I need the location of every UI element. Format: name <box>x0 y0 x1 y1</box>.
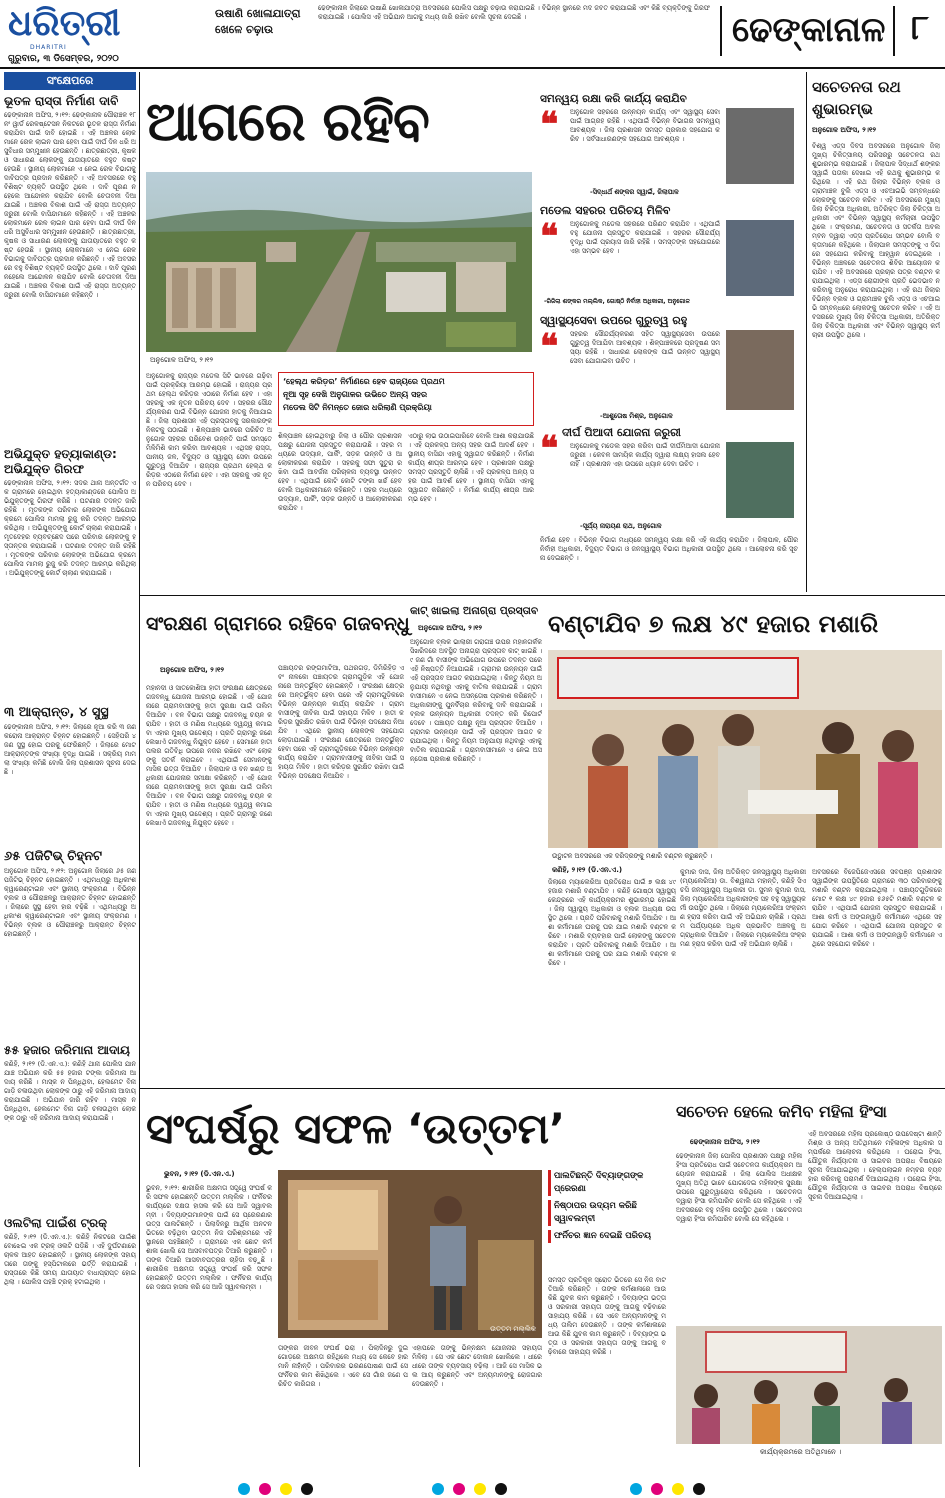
registration-marks <box>238 1480 317 1498</box>
brief-label: ସଂକ୍ଷେପରେ <box>4 72 136 90</box>
registration-marks <box>630 1480 709 1498</box>
teaser-box: ଉଷାଣି ଖୋଳାଯାତ୍ରା ଖେଳେ ଚଢ଼ାଉ <box>215 7 301 36</box>
lead-body-col2: ଶିଳ୍ପାଞ୍ଚଳ ହୋଇଥିବାରୁ ଜିଲା ଓ ପୌର ପ୍ରଶାସନ ପକ୍ଷରୁ ଯୋଜନା ପ୍ରସ୍ତୁତ କରାଯାଉଛି । ସହର ମଧ୍ୟରେ ଉଦ୍ୟାନ, ପାର୍କିଂ, ସଡ଼କ ଉନ୍ନତି ଓ ଆଲୋକୀକରଣ କରାଯିବ । ସହରକୁ ସଫା ସୁତୁରା ରଖିବା ପାଇଁ ଆବର୍ଜନା ପରିଚାଳନା ବ୍ୟବସ୍ଥା ଉନ୍ନତ ହେବ । ଏଥିପାଇଁ କୋଟି କୋଟି ଟଙ୍କା ଖର୍ଚ୍ଚ ହେବ ବୋଲି ଅଧିକାରୀମାନେ କହିଛନ୍ତି । ସହର ମଧ୍ୟରେ ଉଦ୍ୟାନ, ପାର୍କିଂ, ସଡ଼କ ଉନ୍ନତି ଓ ଆଲୋକୀକରଣ କରାଯିବ । <box>278 432 402 512</box>
quote-body: ଅନୁଗୋଳକୁ ମଡେଲ ସହରରେ ପରିଣତ କରାଯିବ । ଏଥିପାଇଁ ବହୁ ଯୋଜନା ପ୍ରସ୍ତୁତ କରାଯାଇଛି । ସହରର ସୌନ୍ଦର୍ଯ୍ୟ ବୃଦ୍ଧି ପାଇଁ ପ୍ରୟାସ ଜାରି ରହିଛି । ସମସ୍ତଙ୍କ ସହଯୋଗରେ ଏହା ସମ୍ଭବ ହେବ । <box>570 220 720 255</box>
quote-title: ମଡେଲ ସହରର ପରିଚୟ ମିଳିବ <box>540 204 671 217</box>
uttam-photo-caption: ଉତ୍ତମ ମଲ୍ଲିକ <box>490 1325 536 1333</box>
quotes-panel <box>540 92 798 534</box>
uttam-body-col3: ତାଙ୍କର ଜୀବନ ସଂଘର୍ଷ ଭରା । ପିଲାଦିନରୁ ଦୁଇ ଗୋଡ଼ରେ ଅକ୍ଷମତା ରହିଥିଲେ ମଧ୍ୟ ସେ କେବେ ହାର ମାନି ନାହାଁନ୍ତି । ପରିବାରର ଭରଣପୋଷଣ ପାଇଁ ସେ ଫର୍ନିଚର କାମ ଶିଖିଥିଲେ । ଏବେ ସେ ଗାଁର ଜଣେ ପରିଚିତ କାରିଗର । <box>278 1344 408 1388</box>
official-photo <box>726 108 794 184</box>
quote-author: -ଆଶୁତୋଷ ମିଶ୍ର, ଅନୁଗୋଳ <box>600 412 673 420</box>
quote-block <box>540 204 798 312</box>
uttam-body-col1: ଭୁବନ, ୨।୧୨: ଶାରୀରିକ ଅକ୍ଷମତା ସତ୍ତ୍ୱେ ସଂଘର୍ଷ କରି ସଫଳ ହୋଇଛନ୍ତି ଉତ୍ତମ ମଲ୍ଲିକ । ଫର୍ନିଚର କାର୍ଯ୍ୟରେ ଦକ୍ଷତା ହାସଲ କରି ସେ ଆଜି ସ୍ୱାବଲମ୍ବୀ । ଦିବ୍ୟାଙ୍ଗମାନଙ୍କ ପାଇଁ ସେ ପ୍ରେରଣାର ଉତ୍ସ ପାଲଟିଛନ୍ତି । ପିଲାଦିନରୁ ଆର୍ଥିକ ଅନଟନ ଭିତରେ ବଢ଼ିଥିବା ଉତ୍ତମ ନିଜ ପରିଶ୍ରମରେ ଏହି ସ୍ଥାନରେ ପହଞ୍ଚିଛନ୍ତି । ଗ୍ରାମରେ ଏକ ଛୋଟ କର୍ମଶାଳା ଖୋଲି ସେ ଆସବାବପତ୍ର ତିଆରି କରୁଛନ୍ତି । ତାଙ୍କ ତିଆରି ଆସବାବପତ୍ରର ଚାହିଦା ବଢ଼ୁଛି । ଶାରୀରିକ ଅକ୍ଷମତା ସତ୍ତ୍ୱେ ସଂଘର୍ଷ କରି ସଫଳ ହୋଇଛନ୍ତି ଉତ୍ତମ ମଲ୍ଲିକ । ଫର୍ନିଚର କାର୍ଯ୍ୟରେ ଦକ୍ଷତା ହାସଲ କରି ସେ ଆଜି ସ୍ୱାବଲମ୍ବୀ । <box>146 1184 272 1291</box>
black-mark-icon <box>495 1483 507 1495</box>
uttam-point: ନିଷ୍ଠାପର ଉଦ୍ୟମ କରିଛି ସ୍ୱାବଲମ୍ବୀ <box>548 1200 666 1226</box>
uttam-photo <box>278 1170 542 1338</box>
uttam-headline: ସଂଘର୍ଷରୁ ସଫଳ ‘ଉତ୍ତମ’ <box>146 1104 566 1153</box>
lead-point: ‘ହେଲ୍‌ଥ କରିଡ଼ର’ ନିର୍ମାଣରେ ହେବ ରାଜ୍ୟରେ ପ୍ରଥମ <box>283 377 445 386</box>
left-column <box>4 72 136 1467</box>
illegal-dateline: ଅନୁଗୋଳ ଅଫିସ, ୨।୧୨ <box>418 624 482 632</box>
cyan-mark-icon <box>432 1483 444 1495</box>
quote-author: -ସିଦ୍ଧାର୍ଥ ଶଙ୍କର ସ୍ୱାଇଁ, ଜିଲାପାଳ <box>590 188 679 196</box>
quote-mark-icon: ❝ <box>540 105 559 145</box>
quote-body: ସହରର ସୌନ୍ଦର୍ଯ୍ୟକରଣ ସହିତ ସ୍ୱାସ୍ଥ୍ୟସେବା ଉପରେ ଗୁରୁତ୍ୱ ଦିଆଯିବା ଆବଶ୍ୟକ । ଶିଳ୍ପାଞ୍ଚଳରେ ପ୍ରଦୂଷଣ ସମସ୍ୟା ରହିଛି । ସାଧାରଣ ଲୋକଙ୍କ ପାଇଁ ଉନ୍ନତ ସ୍ୱାସ୍ଥ୍ୟସେବା ଯୋଗାଇବା ଉଚିତ । <box>570 330 720 365</box>
official-photo <box>726 220 794 296</box>
quote-body: ଅନୁଗୋଳକୁ ମଡେଲ ସହର କରିବା ପାଇଁ ଦୀର୍ଘମିଆଦୀ ଯୋଜନା ଜରୁରୀ । କେବଳ ସାମୟିକ କାର୍ଯ୍ୟ ଦ୍ୱାରା ଲକ୍ଷ୍ୟ ହାସଲ ହେବ ନାହିଁ । ପ୍ରଶାସନ ଏହା ଉପରେ ଧ୍ୟାନ ଦେବା ଉଚିତ । <box>570 442 720 468</box>
lead-photo <box>146 172 532 352</box>
women-headline: ସଚେତନ ହେଲେ କମିବ ମହିଳା ହିଂସା <box>676 1102 887 1121</box>
official-photo <box>726 330 794 410</box>
brief-body: କଣିହି, ୨।୧୨ (ଡି.ଏନ.ଏ.): କଣିହି ନିକଟରେ ପାଇଁଶ ବୋଝେଇ ଏକ ଟ୍ରକ୍ ଓଲଟି ପଡ଼ିଛି । ଏହି ଦୁର୍ଘଟଣାରେ ଚାଳକ ଆହତ ହୋଇଛନ୍ତି । ସ୍ଥାନୀୟ ଲୋକଙ୍କ ସହାୟତାରେ ତାଙ୍କୁ ହସ୍ପିଟାଲରେ ଭର୍ତ୍ତି କରାଯାଇଛି । ରାସ୍ତାରେ କିଛି ସମୟ ଯାତାୟାତ ବାଧାପ୍ରାପ୍ତ ହୋଇଥିଲା । ପୋଲିସ ପହଞ୍ଚି ଟ୍ରକ୍ ହଟାଇଥିଲା । <box>4 1233 136 1286</box>
brief-body: ଢେଙ୍କାନାଳ ଅଫିସ, ୨।୧୨: ଜିଲାରେ ନୂଆ କରି ୩ ଜଣ କରୋନା ଆକ୍ରାନ୍ତ ଚିହ୍ନଟ ହୋଇଛନ୍ତି । ସେହିପରି ୪ ଜଣ ସୁସ୍ଥ ହୋଇ ଘରକୁ ଫେରିଛନ୍ତି । ଜିଲାରେ ମୋଟ ଆକ୍ରାନ୍ତଙ୍କ ସଂଖ୍ୟା ବୃଦ୍ଧି ପାଇଛି । ସକ୍ରିୟ ମାମଲା ସଂଖ୍ୟା କମିଛି ବୋଲି ଜିଲା ପ୍ରଶାସନ ସୂଚନା ଦେଇଛି । <box>4 723 136 776</box>
net-photo-caption: ଉଦ୍ଘାଟନ ଅବସରରେ ଏକ ଦରିଦ୍ରଙ୍କୁ ମଶାରି ବଣ୍ଟନ କରୁଛନ୍ତି । <box>552 852 713 860</box>
quote-block <box>540 426 798 534</box>
quote-mark-icon: ❝ <box>540 217 559 257</box>
brief-title: ଅଭିଯୁକ୍ତ ହତ୍ୟାକାଣ୍ଡ: ଅଭିଯୁକ୍ତ ଗିରଫ <box>4 447 117 476</box>
elephant-body-col1: ମହାନଦୀ ଓ ସାତକୋଶିଆ ହାତୀ ସଂରକ୍ଷଣ କ୍ଷେତ୍ରରେ ଗଜବନ୍ଧୁ ଯୋଜନା ଆରମ୍ଭ ହୋଇଛି । ଏହି ଯୋଜନାରେ ଗ୍ରାମବାସୀଙ୍କୁ ହାତୀ ସୁରକ୍ଷା ପାଇଁ ତାଲିମ ଦିଆଯିବ । ବନ ବିଭାଗ ପକ୍ଷରୁ ଗଜବନ୍ଧୁ ଚୟନ କରାଯିବ । ହାତୀ ଓ ମଣିଷ ମଧ୍ୟରେ ଦ୍ୱନ୍ଦ୍ୱ କମାଇବା ଏହାର ମୁଖ୍ୟ ଉଦ୍ଦେଶ୍ୟ । ପ୍ରତି ଗ୍ରାମରୁ ଜଣେ ଲେଖାଏଁ ଗଜବନ୍ଧୁ ନିଯୁକ୍ତ ହେବେ । ସେମାନେ ହାତୀ ପଲର ଗତିବିଧି ଉପରେ ନଜର ରଖିବେ ଏବଂ ଲୋକଙ୍କୁ ସତର୍କ କରାଇବେ । ଏଥିପାଇଁ ସେମାନଙ୍କୁ ମାସିକ ଭତ୍ତା ଦିଆଯିବ । ଜିଲାପାଳ ଓ ବନ ଖଣ୍ଡ ଅଧିକାରୀ ଯୋଜନାର ସମୀକ୍ଷା କରିଛନ୍ତି । ଏହି ଯୋଜନାରେ ଗ୍ରାମବାସୀଙ୍କୁ ହାତୀ ସୁରକ୍ଷା ପାଇଁ ତାଲିମ ଦିଆଯିବ । ବନ ବିଭାଗ ପକ୍ଷରୁ ଗଜବନ୍ଧୁ ଚୟନ କରାଯିବ । ହାତୀ ଓ ମଣିଷ ମଧ୍ୟରେ ଦ୍ୱନ୍ଦ୍ୱ କମାଇବା ଏହାର ମୁଖ୍ୟ ଉଦ୍ଦେଶ୍ୟ । ପ୍ରତି ଗ୍ରାମରୁ ଜଣେ ଲେଖାଏଁ ଗଜବନ୍ଧୁ ନିଯୁକ୍ତ ହେବେ । <box>146 684 272 827</box>
cyan-mark-icon <box>238 1483 250 1495</box>
page-number: ୮ <box>911 8 929 48</box>
uttam-workshop-image <box>278 1170 542 1338</box>
right-column-divider <box>806 72 807 592</box>
brief-title: ଓଲଟିଲା ପାଇଁଶ ଟ୍ରକ୍ <box>4 1216 107 1230</box>
quote-block <box>540 92 798 200</box>
yellow-mark-icon <box>280 1483 292 1495</box>
women-body-col1: ଢେଙ୍କାନାଳ ଜିଲା ପୋଲିସ ପ୍ରଶାସନ ପକ୍ଷରୁ ମହିଳା ହିଂସା ପ୍ରତିରୋଧ ପାଇଁ ସଚେତନତା କାର୍ଯ୍ୟକ୍ରମ ଆୟୋଜନ କରାଯାଇଛି । ଜିଲା ପୋଲିସ ଅଧୀକ୍ଷକ ମୁଖ୍ୟ ଅତିଥି ଭାବେ ଯୋଗଦେଇ ମହିଳାଙ୍କ ସୁରକ୍ଷା ଉପରେ ଗୁରୁତ୍ୱାରୋପ କରିଥିଲେ । ସଚେତନତା ଦ୍ୱାରା ହିଂସା କମିପାରିବ ବୋଲି ସେ କହିଥିଲେ । ଏହି ଅବସରରେ ବହୁ ମହିଳା ଉପସ୍ଥିତ ଥିଲେ । ସଚେତନତା ଦ୍ୱାରା ହିଂସା କମିପାରିବ ବୋଲି ସେ କହିଥିଲେ । <box>676 1152 802 1223</box>
section-divider <box>893 6 895 56</box>
logo-text: ଧରିତ୍ରୀ <box>8 3 121 44</box>
illegal-headline: କାଟ୍ ଖାଇଲା ଅନାଗ୍ରା ପ୍ରସ୍ତାବ <box>410 605 539 617</box>
brief-body: ଢେଙ୍କାନାଳ ଅଫିସ, ୨।୧୨: ଢେଙ୍କାନାଳ ପୌରାଞ୍ଚଳ ୧୮ ନଂ ୱାର୍ଡ ରେଳଷ୍ଟେସନ ନିକଟରେ ଭୂତଳ ରାସ୍ତା ନିର୍ମାଣ କରାଯିବା ପାଇଁ ଦାବି ହୋଇଛି । ଏହି ଅଞ୍ଚଳର ଲୋକମାନେ ରେଳ ଲାଇନ ପାର ହେବା ପାଇଁ ଦୀର୍ଘ ଦିନ ଧରି ଅସୁବିଧାର ସମ୍ମୁଖୀନ ହେଉଛନ୍ତି । ଛାତ୍ରଛାତ୍ରୀ, କୃଷକ ଓ ସାଧାରଣ ଲୋକଙ୍କୁ ଯାତାୟାତରେ ବହୁତ କଷ୍ଟ ହେଉଛି । ସ୍ଥାନୀୟ ଲୋକମାନେ ଏ ନେଇ ରେଳ ବିଭାଗକୁ ଦାବିପତ୍ର ପ୍ରଦାନ କରିଛନ୍ତି । ଏହି ଅବସରରେ ବହୁ ବିଶିଷ୍ଟ ବ୍ୟକ୍ତି ଉପସ୍ଥିତ ଥିଲେ । ଦାବି ପୂରଣ ନହେଲେ ଆନ୍ଦୋଳନ କରାଯିବ ବୋଲି ଚେତାବନୀ ଦିଆଯାଇଛି । ଅଞ୍ଚଳର ବିକାଶ ପାଇଁ ଏହି ରାସ୍ତା ଅତ୍ୟନ୍ତ ଜରୁରୀ ବୋଲି ବାସିନ୍ଦାମାନେ କହିଛନ୍ତି । ଏହି ଅଞ୍ଚଳର ଲୋକମାନେ ରେଳ ଲାଇନ ପାର ହେବା ପାଇଁ ଦୀର୍ଘ ଦିନ ଧରି ଅସୁବିଧାର ସମ୍ମୁଖୀନ ହେଉଛନ୍ତି । ଛାତ୍ରଛାତ୍ରୀ, କୃଷକ ଓ ସାଧାରଣ ଲୋକଙ୍କୁ ଯାତାୟାତରେ ବହୁତ କଷ୍ଟ ହେଉଛି । ସ୍ଥାନୀୟ ଲୋକମାନେ ଏ ନେଇ ରେଳ ବିଭାଗକୁ ଦାବିପତ୍ର ପ୍ରଦାନ କରିଛନ୍ତି । ଏହି ଅବସରରେ ବହୁ ବିଶିଷ୍ଟ ବ୍ୟକ୍ତି ଉପସ୍ଥିତ ଥିଲେ । ଦାବି ପୂରଣ ନହେଲେ ଆନ୍ଦୋଳନ କରାଯିବ ବୋଲି ଚେତାବନୀ ଦିଆଯାଇଛି । ଅଞ୍ଚଳର ବିକାଶ ପାଇଁ ଏହି ରାସ୍ତା ଅତ୍ୟନ୍ତ ଜରୁରୀ ବୋଲି ବାସିନ୍ଦାମାନେ କହିଛନ୍ତି । <box>4 111 136 299</box>
brief-body: ଅନୁଗୋଳ ଅଫିସ, ୨।୧୨: ଅନୁଗୋଳ ଜିଲାରେ ୬୫ ଜଣ ପଜିଟିଭ୍ ଚିହ୍ନଟ ହୋଇଛନ୍ତି । ଏଥିମଧ୍ୟରୁ ଅଧିକାଂଶ କ୍ୱାରେଣ୍ଟାଇନ ଏବଂ ସ୍ଥାନୀୟ ସଂକ୍ରମଣ । ବିଭିନ୍ନ ବ୍ଲକ ଓ ପୌରାଞ୍ଚଳରୁ ଆକ୍ରାନ୍ତ ଚିହ୍ନଟ ହୋଇଛନ୍ତି । ଜିଲାରେ ସୁସ୍ଥ ହେବା ହାର ବଢ଼ିଛି । ଏଥିମଧ୍ୟରୁ ଅଧିକାଂଶ କ୍ୱାରେଣ୍ଟାଇନ ଏବଂ ସ୍ଥାନୀୟ ସଂକ୍ରମଣ । ବିଭିନ୍ନ ବ୍ଲକ ଓ ପୌରାଞ୍ଚଳରୁ ଆକ୍ରାନ୍ତ ଚିହ୍ନଟ ହୋଇଛନ୍ତି । <box>4 867 136 938</box>
lead-photo-caption: ଅନୁଗୋଳ ଅଫିସ, ୨।୧୨ <box>150 356 214 364</box>
net-body-col1: ଜିଲାରେ ମ୍ୟାଲେରିଆ ପ୍ରତିରୋଧ ପାଇଁ ୭ ଲକ୍ଷ ୪୯ ହଜାର ମଶାରି ବଣ୍ଟାଯିବ । କଣିହି ଗୋଷ୍ଠୀ ସ୍ୱାସ୍ଥ୍ୟକେନ୍ଦ୍ରରେ ଏହି କାର୍ଯ୍ୟକ୍ରମର ଶୁଭାରମ୍ଭ ହୋଇଛି । ଜିଲା ସ୍ୱାସ୍ଥ୍ୟ ଅଧିକାରୀ ଓ ବ୍ଲକ ଅଧ୍ୟକ୍ଷ ଉପସ୍ଥିତ ଥିଲେ । ପ୍ରତି ପରିବାରକୁ ମଶାରି ଦିଆଯିବ । ଆଶା କର୍ମୀମାନେ ଘରକୁ ଘର ଯାଇ ମଶାରି ବଣ୍ଟନ କରିବେ । ମଶାରି ବ୍ୟବହାର ପାଇଁ ଲୋକଙ୍କୁ ସଚେତନ କରାଯିବ । ପ୍ରତି ପରିବାରକୁ ମଶାରି ଦିଆଯିବ । ଆଶା କର୍ମୀମାନେ ଘରକୁ ଘର ଯାଇ ମଶାରି ବଣ୍ଟନ କରିବେ । <box>548 878 676 967</box>
lead-points <box>278 372 534 426</box>
masthead-divider <box>720 6 722 56</box>
uttam-point: ଫର୍ନିଚର ଜ୍ଞାନ ଦେଇଛି ପରିଚୟ <box>548 1230 666 1243</box>
logo <box>8 3 121 52</box>
brief-title: ୬୫ ପଜିଟିଭ୍ ଚିହ୍ନଟ <box>4 849 103 864</box>
lead-body-col3: ଏଠାରୁ ଲାଭ ଉଠାଇପାରିବେ ବୋଲି ଆଶା କରାଯାଉଛି । ଏହି ପ୍ରକଳ୍ପ ଅନ୍ୟ ସହର ପାଇଁ ଆଦର୍ଶ ହେବ । ସ୍ଥାନୀୟ ବାସିନ୍ଦା ଏହାକୁ ସ୍ୱାଗତ କରିଛନ୍ତି । ନିର୍ମାଣ କାର୍ଯ୍ୟ ଶୀଘ୍ର ଆରମ୍ଭ ହେବ । ପ୍ରଶାସନ ପକ୍ଷରୁ ସମସ୍ତ ପ୍ରସ୍ତୁତି ଚାଲିଛି । ଏହି ପ୍ରକଳ୍ପ ଅନ୍ୟ ସହର ପାଇଁ ଆଦର୍ଶ ହେବ । ସ୍ଥାନୀୟ ବାସିନ୍ଦା ଏହାକୁ ସ୍ୱାଗତ କରିଛନ୍ତି । ନିର୍ମାଣ କାର୍ଯ୍ୟ ଶୀଘ୍ର ଆରମ୍ଭ ହେବ । <box>408 432 534 503</box>
date-line: ଗୁରୁବାର, ୩ ଡିସେମ୍ବର, ୨୦୨୦ <box>8 54 119 64</box>
women-body-col2: ଏହି ଅବସରରେ ମହିଳା ପ୍ରକୋଷ୍ଠ ଉପଦେଷ୍ଟା ଶାନ୍ତି ମିଶ୍ର ଓ ଅନ୍ୟ ଅତିଥିମାନେ ମହିଳାଙ୍କ ଅଧିକାର ସମ୍ପର୍କରେ ଆଲୋଚନା କରିଥିଲେ । ଘରୋଇ ହିଂସା, ଯୌତୁକ ନିର୍ଯ୍ୟାତନା ଓ ସାଇବର ଅପରାଧ ବିଷୟରେ ସୂଚନା ଦିଆଯାଇଥିଲା । ହେଲ୍ପଲାଇନ ନମ୍ବର ବ୍ୟବହାର କରିବାକୁ ପରାମର୍ଶ ଦିଆଯାଇଥିଲା । ଘରୋଇ ହିଂସା, ଯୌତୁକ ନିର୍ଯ୍ୟାତନା ଓ ସାଇବର ଅପରାଧ ବିଷୟରେ ସୂଚନା ଦିଆଯାଇଥିଲା । <box>808 1130 942 1201</box>
official-photo <box>726 442 794 518</box>
section-rule <box>140 595 945 596</box>
magenta-mark-icon <box>259 1483 271 1495</box>
logo-sub: DHARITRI <box>30 44 67 51</box>
brief-title: ୩ ଆକ୍ରାନ୍ତ, ୪ ସୁସ୍ଥ <box>4 705 109 720</box>
uttam-body-col4: ଏହାପରେ ତାଙ୍କୁ ଭିନ୍ନକ୍ଷମ ଯୋଜନାର ସହାୟତା ମିଳିଲା । ସେ ଏକ ଛୋଟ ଦୋକାନ ଖୋଲିଲେ । ଧୀରେ ଧୀରେ ତାଙ୍କ ବ୍ୟବସାୟ ବଢ଼ିଲା । ଆଜି ସେ ମାସିକ ଭଲ ଆୟ କରୁଛନ୍ତି ଏବଂ ଅନ୍ୟମାନଙ୍କୁ ରୋଜଗାର ଦେଉଛନ୍ତି । <box>412 1344 542 1388</box>
brief-body: ଢେଙ୍କାନାଳ ଅଫିସ, ୨।୧୨: ସଦର ଥାନା ଅନ୍ତର୍ଗତ ଏକ ଗ୍ରାମରେ ହୋଇଥିବା ହତ୍ୟାକାଣ୍ଡରେ ପୋଲିସ ଅଭିଯୁକ୍ତଙ୍କୁ ଗିରଫ କରିଛି । ଘଟଣାର ତଦନ୍ତ ଜାରି ରହିଛି । ମୃତକଙ୍କ ପରିବାର ଲୋକଙ୍କ ଅଭିଯୋଗ କ୍ରମେ ପୋଲିସ ମାମଲା ରୁଜୁ କରି ତଦନ୍ତ ଆରମ୍ଭ କରିଥିଲା । ଅଭିଯୁକ୍ତଙ୍କୁ କୋର୍ଟ ଚାଲାଣ କରାଯାଇଛି । ମୃତଦେହର ବ୍ୟବଚ୍ଛେଦ ପରେ ପରିବାର ଲୋକଙ୍କୁ ହସ୍ତାନ୍ତର କରାଯାଇଛି । ଘଟଣାର ତଦନ୍ତ ଜାରି ରହିଛି । ମୃତକଙ୍କ ପରିବାର ଲୋକଙ୍କ ଅଭିଯୋଗ କ୍ରମେ ପୋଲିସ ମାମଲା ରୁଜୁ କରି ତଦନ୍ତ ଆରମ୍ଭ କରିଥିଲା । ଅଭିଯୁକ୍ତଙ୍କୁ କୋର୍ଟ ଚାଲାଣ କରାଯାଇଛି । <box>4 479 136 577</box>
women-event-image <box>676 1326 942 1444</box>
awareness-headline: ସଚେତନତା ରଥ ଶୁଭାରମ୍ଭ <box>812 78 901 118</box>
net-photo <box>548 650 942 848</box>
yellow-mark-icon <box>672 1483 684 1495</box>
quote-block <box>540 314 798 422</box>
brief-title: ଭୂତଳ ରାସ୍ତା ନିର୍ମାଣ ଦାବି <box>4 94 119 108</box>
uttam-point: ପାଲଟିଛନ୍ତି ଦିବ୍ୟାଙ୍ଗଙ୍କ ପ୍ରେରଣା <box>548 1170 666 1196</box>
lead-body-col1: ଅନୁଗୋଳକୁ ରାଜ୍ୟର ମଡେଲ ସିଟି ଭାବରେ ଗଢ଼ିବା ପାଇଁ ପ୍ରକ୍ରିୟା ଆରମ୍ଭ ହୋଇଛି । ରାଜ୍ୟର ପ୍ରଥମ ହେଲ୍‌ଥ କରିଡ଼ର ଏଠାରେ ନିର୍ମାଣ ହେବ । ଏହା ସହରକୁ ଏକ ନୂତନ ପରିଚୟ ଦେବ । ସହରର ସୌନ୍ଦର୍ଯ୍ୟକରଣ ପାଇଁ ବିଭିନ୍ନ ଯୋଜନା ହାତକୁ ନିଆଯାଇଛି । ଜିଲା ପ୍ରଶାସନ ଏହି ପ୍ରସ୍ତାବକୁ ସରକାରଙ୍କ ନିକଟକୁ ପଠାଇଛି । ଶିଳ୍ପାଞ୍ଚଳ ଭାବରେ ପରିଚିତ ଅନୁଗୋଳ ସହରର ପରିବେଶ ଉନ୍ନତି ପାଇଁ ସମସ୍ତେ ମିଳିମିଶି କାମ କରିବା ଆବଶ୍ୟକ । ଏଥିସହ ରାସ୍ତା, ପାନୀୟ ଜଳ, ବିଦ୍ୟୁତ ଓ ସ୍ୱାସ୍ଥ୍ୟ ସେବା ଉପରେ ଗୁରୁତ୍ୱ ଦିଆଯିବ । ରାଜ୍ୟର ପ୍ରଥମ ହେଲ୍‌ଥ କରିଡ଼ର ଏଠାରେ ନିର୍ମାଣ ହେବ । ଏହା ସହରକୁ ଏକ ନୂତନ ପରିଚୟ ଦେବ । <box>146 372 272 488</box>
lead-headline: ଆଗରେ ରହିବ <box>146 90 429 153</box>
elephant-headline: ସଂରକ୍ଷଣ ଗ୍ରାମରେ ରହିବେ ଗଜବନ୍ଧୁ <box>146 613 410 635</box>
cyan-mark-icon <box>630 1483 642 1495</box>
section-rule <box>140 1088 945 1089</box>
footer-bar <box>0 1474 945 1498</box>
net-distribution-image <box>548 650 942 848</box>
black-mark-icon <box>693 1483 705 1495</box>
lead-body-col4: ନିର୍ମାଣ ହେବ । ବିଭିନ୍ନ ବିଭାଗ ମଧ୍ୟରେ ସମନ୍ୱୟ ରକ୍ଷା କରି ଏହି କାର୍ଯ୍ୟ କରାଯିବ । ଜିଲାପାଳ, ପୌର ନିର୍ବାହୀ ଅଧିକାରୀ, ବିଦ୍ୟୁତ ବିଭାଗ ଓ ଜନସ୍ୱାସ୍ଥ୍ୟ ବିଭାଗ ଅଧିକାରୀ ଉପସ୍ଥିତ ଥିଲେ । ଆଲୋଚନା କରି ସୂଚନା ଦେଇଛନ୍ତି । <box>540 536 798 562</box>
quote-body: ଅନୁଗୋଳ ସହରରେ ଉନ୍ନୟନ କାର୍ଯ୍ୟ ଏବଂ ସ୍ୱାସ୍ଥ୍ୟ ସେବା ପାଇଁ ଆଗ୍ରହ ରହିଛି । ଏଥିପାଇଁ ବିଭିନ୍ନ ବିଭାଗର ସମନ୍ୱୟ ଆବଶ୍ୟକ । ଜିଲା ପ୍ରଶାସନ ସମସ୍ତ ପ୍ରକାର ସହଯୋଗ କରିବ । ସର୍ବସାଧାରଣଙ୍କ ସହଯୋଗ ଆବଶ୍ୟକ । <box>570 108 720 143</box>
net-body-col3: ଅବସରରେ ବିଜେପିଜେଏସରେ ସବପଞ୍ଜ ପ୍ରଶାସକ ସ୍ୱାଇଁଙ୍କ ଉପସ୍ଥିତିରେ ଗ୍ରାମରେ ୩୦ ପରିବାରଙ୍କୁ ମଶାରି ବଣ୍ଟନ କରାଯାଇଥିଲା । ପଞ୍ଚାୟତଗୁଡ଼ିକରେ ମୋଟ ୧ ଲକ୍ଷ ୪୯ ହଜାର ୫୬୫ଟି ମଶାରି ବଣ୍ଟନ କରାଯିବ । ଏଥିପାଇଁ ଯୋଜନା ପ୍ରସ୍ତୁତ କରାଯାଇଛି । ଆଶା କର୍ମୀ ଓ ଅଙ୍ଗନୱାଡ଼ି କର୍ମୀମାନେ ଏଥିରେ ସହଯୋଗ କରିବେ । ଏଥିପାଇଁ ଯୋଜନା ପ୍ରସ୍ତୁତ କରାଯାଇଛି । ଆଶା କର୍ମୀ ଓ ଅଙ୍ଗନୱାଡ଼ି କର୍ମୀମାନେ ଏଥିରେ ସହଯୋଗ କରିବେ । <box>812 868 942 948</box>
elephant-body-col2: ପଞ୍ଚାୟତର ରଙ୍ଗମାଟିଆ, ପଥରଗଡ଼, ଡିମିରିହିଡ଼ ଏବଂ ନାଳକୋ ପଞ୍ଚାୟତର ଗ୍ରାମଗୁଡ଼ିକ ଏହି ଯୋଜନାରେ ଅନ୍ତର୍ଭୁକ୍ତ ହୋଇଛନ୍ତି । ସଂରକ୍ଷଣ କ୍ଷେତ୍ରରେ ଅନ୍ତର୍ଭୁକ୍ତ ହେବା ପରେ ଏହି ଗ୍ରାମଗୁଡ଼ିକରେ ବିଭିନ୍ନ ଉନ୍ନୟନ କାର୍ଯ୍ୟ କରାଯିବ । ଗ୍ରାମବାସୀଙ୍କୁ ଜୀବିକା ପାଇଁ ସହାୟତା ମିଳିବ । ହାତୀ କରିଡ଼ର ସୁରକ୍ଷିତ ରଖିବା ପାଇଁ ବିଭିନ୍ନ ପଦକ୍ଷେପ ନିଆଯିବ । ଏଥିରେ ସ୍ଥାନୀୟ ଲୋକଙ୍କ ସହଯୋଗ ଲୋଡ଼ାଯାଇଛି । ସଂରକ୍ଷଣ କ୍ଷେତ୍ରରେ ଅନ୍ତର୍ଭୁକ୍ତ ହେବା ପରେ ଏହି ଗ୍ରାମଗୁଡ଼ିକରେ ବିଭିନ୍ନ ଉନ୍ନୟନ କାର୍ଯ୍ୟ କରାଯିବ । ଗ୍ରାମବାସୀଙ୍କୁ ଜୀବିକା ପାଇଁ ସହାୟତା ମିଳିବ । ହାତୀ କରିଡ଼ର ସୁରକ୍ଷିତ ରଖିବା ପାଇଁ ବିଭିନ୍ନ ପଦକ୍ଷେପ ନିଆଯିବ । <box>278 664 404 780</box>
lead-point: ମଡେଲ ସିଟି ନିମନ୍ତେ ଜୋର ଧରିଲାଣି ପ୍ରକ୍ରିୟା <box>283 403 432 412</box>
registration-marks <box>432 1480 511 1498</box>
masthead <box>0 0 945 68</box>
yellow-mark-icon <box>474 1483 486 1495</box>
quote-title: ସ୍ୱାସ୍ଥ୍ୟସେବା ଉପରେ ଗୁରୁତ୍ୱ ରହୁ <box>540 314 688 327</box>
quote-mark-icon: ❝ <box>540 429 559 469</box>
magenta-mark-icon <box>651 1483 663 1495</box>
quote-author: -ରିଜିଲା ଶଙ୍କର ମଲ୍ଲିକ, ଗୋଷ୍ଠି ନିର୍ବାହୀ ଅଧିକାରୀ, ଅନୁଗୋଳ <box>544 298 690 305</box>
masthead-rule <box>0 67 945 69</box>
awareness-dateline: ଅନୁଗୋଳ ଅଫିସ, ୨।୧୨ <box>812 126 876 134</box>
illegal-body: ଅନୁଗୋଳ ବ୍ଲକ ଭାଲାରୀ ଗରାଗଞ୍ଚ ଉପର ମହାନଗର୍କକ ସିଖରିଦରେ ଅବସ୍ଥିତ ଅନାଗ୍ରା ପ୍ରସ୍ତାବ କାଟ୍ ଖାଇଛି । ୯ ଜଣ ଗାଁ ବାସୀଙ୍କ ଅଭିଯୋଗ ଉପରେ ତଦନ୍ତ ପରେ ଏହି ନିଷ୍ପତ୍ତି ନିଆଯାଇଛି । ଗ୍ରାମର ଉନ୍ନୟନ ପାଇଁ ଏହି ପ୍ରସ୍ତାବ ଆଗତ କରାଯାଇଥିଲା । କିନ୍ତୁ ନିୟମ ଅନୁଯାୟୀ ନଥିବାରୁ ଏହାକୁ ବାତିଲ କରାଯାଇଛି । ଗ୍ରାମବାସୀମାନେ ଏ ନେଇ ଅସନ୍ତୋଷ ପ୍ରକାଶ କରିଛନ୍ତି । ଅଧିକାରୀଙ୍କୁ ପୁନର୍ବିଚାର କରିବାକୁ ଦାବି କରାଯାଇଛି । ବ୍ଲକ ଉନ୍ନୟନ ଅଧିକାରୀ ତଦନ୍ତ କରି ରିପୋର୍ଟ ଦେବେ । ପଞ୍ଚାୟତ ପକ୍ଷରୁ ନୂଆ ପ୍ରସ୍ତାବ ଦିଆଯିବ । ଗ୍ରାମର ଉନ୍ନୟନ ପାଇଁ ଏହି ପ୍ରସ୍ତାବ ଆଗତ କରାଯାଇଥିଲା । କିନ୍ତୁ ନିୟମ ଅନୁଯାୟୀ ନଥିବାରୁ ଏହାକୁ ବାତିଲ କରାଯାଇଛି । ଗ୍ରାମବାସୀମାନେ ଏ ନେଇ ଅସନ୍ତୋଷ ପ୍ରକାଶ କରିଛନ୍ତି । <box>410 638 542 763</box>
women-photo <box>676 1326 942 1444</box>
quote-mark-icon: ❝ <box>540 327 559 367</box>
net-body-col2: କୁମାର ଦାସ, ଜିଲା ଅତିରିକ୍ତ ଜନସ୍ୱାସ୍ଥ୍ୟ ଅଧିକାରୀ (ମ୍ୟାଲେରିଆ) ଡା. ବିଶ୍ୱନାଥ ମହାନ୍ତି, କଣିହି ସିଏଚସି ଜନସ୍ୱାସ୍ଥ୍ୟ ଅଧିକାରୀ ଡା. ସୁମନ କୁମାର ଦାସ, ଜିଲା ମ୍ୟାଲେରିଆ ଅଧିକାରୀଙ୍କ ସହ ବହୁ ସ୍ୱାସ୍ଥ୍ୟକର୍ମୀ ଉପସ୍ଥିତ ଥିଲେ । ଜିଲାରେ ମ୍ୟାଲେରିଆ ସଂକ୍ରମଣ ହ୍ରାସ କରିବା ପାଇଁ ଏହି ଅଭିଯାନ ଚାଲିଛି । ପ୍ରଥମ ପର୍ଯ୍ୟାୟରେ ଅଧିକ ପ୍ରଭାବିତ ଅଞ୍ଚଳକୁ ଅଗ୍ରାଧିକାର ଦିଆଯିବ । ଜିଲାରେ ମ୍ୟାଲେରିଆ ସଂକ୍ରମଣ ହ୍ରାସ କରିବା ପାଇଁ ଏହି ଅଭିଯାନ ଚାଲିଛି । <box>680 868 806 948</box>
uttam-points <box>548 1170 666 1270</box>
quote-author: -ସୂର୍ଯ୍ୟ ନାରାୟଣ ରାଥ, ଅନୁଗୋଳ <box>580 522 662 530</box>
women-photo-caption: କାର୍ଯ୍ୟକ୍ରମରେ ଅତିଥିମାନେ । <box>760 1448 842 1456</box>
brief-title: ୫୫ ହଜାର ଜରିମାନା ଆଦାୟ <box>4 1043 130 1057</box>
section-title: ଢେଙ୍କାନାଳ <box>732 10 886 50</box>
net-dateline: କଣିହି, ୨।୧୨ (ଡି.ଏନ.ଏ.) <box>552 866 623 874</box>
lead-point: ନୂଆ ସୃହ ଦେଖି ଅନୁଗାଳର ଉଭିତେ ଅନ୍ୟ ସହର <box>283 390 428 399</box>
elephant-dateline: ଅନୁଗୋଳ ଅଫିସ, ୨।୧୨ <box>160 666 224 674</box>
women-dateline: ଢେଙ୍କାନାଳ ଅଫିସ, ୨।୧୨ <box>690 1138 760 1146</box>
net-headline: ବଣ୍ଟାଯିବ ୭ ଲକ୍ଷ ୪୯ ହଜାର ମଶାରି <box>548 610 879 638</box>
quote-title: ସମନ୍ୱୟ ରକ୍ଷା କରି କାର୍ଯ୍ୟ କରାଯିବ <box>540 93 687 105</box>
magenta-mark-icon <box>453 1483 465 1495</box>
quote-title: ଦୀର୍ଘ ପିଆଦୀ ଯୋଜନା ଜରୁରୀ <box>562 426 681 439</box>
city-aerial-image <box>146 172 532 352</box>
uttam-body-col2: ସମସ୍ତ ପ୍ରତିକୂଳ ସ୍ରୋତ ଭିତରେ ସେ ନିଜ ବାଟ ତିଆରି କରିଛନ୍ତି । ତାଙ୍କ କର୍ମଶାଳାରେ ଆଉ କିଛି ଯୁବକ କାମ କରୁଛନ୍ତି । ଦିବ୍ୟାଙ୍ଗ ଭତ୍ତା ଓ ସରକାରୀ ସହାୟତା ତାଙ୍କୁ ଆଗକୁ ବଢ଼ିବାରେ ସାହାଯ୍ୟ କରିଛି । ସେ ଏବେ ଅନ୍ୟମାନଙ୍କୁ ମଧ୍ୟ ତାଲିମ ଦେଉଛନ୍ତି । ତାଙ୍କ କର୍ମଶାଳାରେ ଆଉ କିଛି ଯୁବକ କାମ କରୁଛନ୍ତି । ଦିବ୍ୟାଙ୍ଗ ଭତ୍ତା ଓ ସରକାରୀ ସହାୟତା ତାଙ୍କୁ ଆଗକୁ ବଢ଼ିବାରେ ସାହାଯ୍ୟ କରିଛି । <box>548 1276 666 1356</box>
uttam-dateline: ଭୁବନ, ୨।୧୨ (ଡି.ଏନ.ଏ.) <box>164 1170 235 1178</box>
left-column-divider <box>139 72 140 1467</box>
teaser-text: ଢେଙ୍କାନାଳ ଜିଲାରେ ଉଷାଣି ଖୋଳାଯାତ୍ରା ଅବସରରେ ପୋଲିସ ପକ୍ଷରୁ ଚଢ଼ାଉ କରାଯାଇଛି । ବିଭିନ୍ନ ସ୍ଥାନରେ ମଦ ଜବତ କରାଯାଇଛି ଏବଂ କିଛି ବ୍ୟକ୍ତିଙ୍କୁ ଗିରଫ କରାଯାଇଛି । ପୋଲିସ ଏହି ଅଭିଯାନ ଆଗକୁ ମଧ୍ୟ ଜାରି ରଖିବ ବୋଲି ସୂଚନା ଦେଇଛି । <box>318 4 710 21</box>
awareness-body: ବିଶ୍ୱ ଏଡ୍ସ ଦିବସ ଅବସରରେ ଅନୁଗୋଳ ଜିଲା ମୁଖ୍ୟ ଚିକିତ୍ସାଳୟ ପରିସରରୁ ସଚେତନତା ରଥ ଶୁଭାରମ୍ଭ କରାଯାଇଛି । ଜିଲାପାଳ ସିଦ୍ଧାର୍ଥ ଶଙ୍କର ସ୍ୱାଇଁ ପତାକା ଦେଖାଇ ଏହି ରଥକୁ ଶୁଭାରମ୍ଭ କରିଥିଲେ । ଏହି ରଥ ଜିଲାର ବିଭିନ୍ନ ବ୍ଲକ ଓ ଗ୍ରାମାଞ୍ଚଳ ବୁଲି ଏଡ୍ସ ଓ ଏଚଆଇଭି ସମ୍ବନ୍ଧରେ ଲୋକଙ୍କୁ ସଚେତନ କରିବ । ଏହି ଅବସରରେ ମୁଖ୍ୟ ଜିଲା ଚିକିତ୍ସା ଅଧିକାରୀ, ଅତିରିକ୍ତ ଜିଲା ଚିକିତ୍ସା ଅଧିକାରୀ ଏବଂ ବିଭିନ୍ନ ସ୍ୱାସ୍ଥ୍ୟ କର୍ମଚାରୀ ଉପସ୍ଥିତ ଥିଲେ । ସଂକ୍ରମଣ, ସଚେତନତା ଓ ସତର୍କତା ଅବଲମ୍ବନ ଦ୍ୱାରା ଏଡ୍ସ ପ୍ରତିରୋଧ ସମ୍ଭବ ବୋଲି ବକ୍ତାମାନେ କହିଥିଲେ । ଜିଲାପାଳ ସମସ୍ତଙ୍କୁ ଏ ଦିଗରେ ସହଯୋଗ କରିବାକୁ ଆହ୍ୱାନ ଦେଇଥିଲେ । ବିଭିନ୍ନ ଅଞ୍ଚଳରେ ସଚେତନତା ଶିବିର ଆୟୋଜନ କରାଯିବ । ଏହି ଅବସରରେ ପ୍ରଚାର ପତ୍ର ବଣ୍ଟନ କରାଯାଇଥିଲା । ଏଡ୍ସ ରୋଗୀଙ୍କ ପ୍ରତି ଭେଦଭାବ ନକରିବାକୁ ଅନୁରୋଧ କରାଯାଇଥିଲା । ଏହି ରଥ ଜିଲାର ବିଭିନ୍ନ ବ୍ଲକ ଓ ଗ୍ରାମାଞ୍ଚଳ ବୁଲି ଏଡ୍ସ ଓ ଏଚଆଇଭି ସମ୍ବନ୍ଧରେ ଲୋକଙ୍କୁ ସଚେତନ କରିବ । ଏହି ଅବସରରେ ମୁଖ୍ୟ ଜିଲା ଚିକିତ୍ସା ଅଧିକାରୀ, ଅତିରିକ୍ତ ଜିଲା ଚିକିତ୍ସା ଅଧିକାରୀ ଏବଂ ବିଭିନ୍ନ ସ୍ୱାସ୍ଥ୍ୟ କର୍ମଚାରୀ ଉପସ୍ଥିତ ଥିଲେ । <box>812 142 940 339</box>
brief-body: କଣିହି, ୨।୧୨ (ଡି.ଏନ.ଏ.): କଣିହି ଥାନା ପୋଲିସ ଯାନ ଯାଞ୍ଚ ଅଭିଯାନ କରି ୫୫ ହଜାର ଟଙ୍କା ଜରିମାନା ଆଦାୟ କରିଛି । ମାସ୍କ ନ ପିନ୍ଧିଥିବା, ହେଲମେଟ ବିନା ଗାଡ଼ି ଚଳାଉଥିବା ଲୋକଙ୍କ ଠାରୁ ଏହି ଜରିମାନା ଆଦାୟ କରାଯାଇଛି । ଅଭିଯାନ ଜାରି ରହିବ । ମାସ୍କ ନ ପିନ୍ଧିଥିବା, ହେଲମେଟ ବିନା ଗାଡ଼ି ଚଳାଉଥିବା ଲୋକଙ୍କ ଠାରୁ ଏହି ଜରିମାନା ଆଦାୟ କରାଯାଇଛି । <box>4 1060 136 1122</box>
black-mark-icon <box>301 1483 313 1495</box>
